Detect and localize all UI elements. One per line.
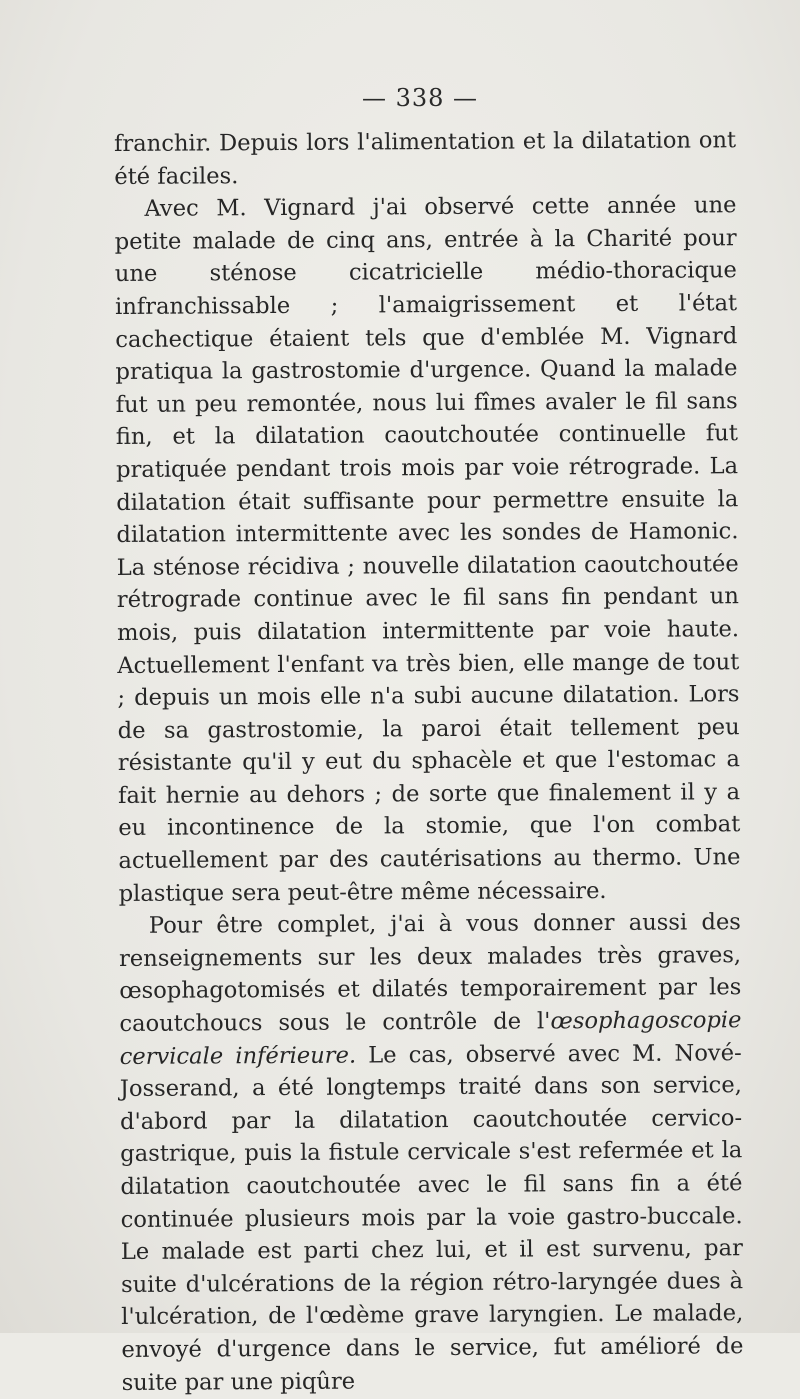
paragraph-2: Avec M. Vignard j'ai observé cette année une petite malade de cinq ans, entrée à la Charité pour une sténose cicatricielle médio-thoracique infranchissable ; l'amaigrissement et l'état cachectique étaient tels que d'emblée M. Vignard pratiqua la gastrostomie d'urgence. Quand la malade fut un peu remontée, nous lui fîmes avaler le fil sans fin, et la dilatation caoutchoutée continuelle fut pratiquée pendant trois mois par voie rétrograde. La dilatation était suffisante pour permettre ensuite la dilatation intermittente avec les sondes de Hamonic. La sténose récidiva ; nouvelle dilatation caoutchoutée rétrograde continue avec le fil sans fin pendant un mois, puis dilatation intermittente par voie haute. Actuellement l'enfant va très bien, elle mange de tout ; depuis un mois elle n'a subi aucune dilatation. Lors de sa gastrostomie, la paroi était tellement peu résistante qu'il y eut du sphacèle et que l'estomac a fait hernie au dehors ; de sorte que finalement il y a eu incontinence de la stomie, que l'on combat actuellement par des cautérisations au thermo. Une plastique sera peut-être même nécessaire. xyxy=(114,192,741,907)
page-number: — 338 — xyxy=(361,84,479,112)
page-body xyxy=(114,124,744,1399)
paragraph-3-rest: Le cas, observé avec M. Nové-Josserand, a été longtemps traité dans son service, d'abord par la dilatation caoutchoutée cervico-gastrique, puis la fistule cervicale s'est refermée et la dilatation caoutchoutée avec le fil sans fin a été continuée plusieurs mois par la voie gastro-buccale. Le malade est parti chez lui, et il est survenu, par suite d'ulcérations de la région rétro-laryngée dues à l'ulcération, de l'œdème grave laryngien. Le malade, envoyé d'urgence dans le service, fut amélioré de suite par une piqûre xyxy=(119,1039,744,1396)
paragraph-3-lead: Pour être complet, j'ai à vous donner aussi des renseignements sur les deux malades très graves, œsophagotomisés et dilatés temporairement par les caoutchoucs sous le contrôle de l' xyxy=(118,909,742,1038)
emphasized-term: œsophagoscopie cervicale inférieure. xyxy=(119,1007,742,1070)
paragraph-1: franchir. Depuis lors l'alimentation et la dilatation ont été faciles. xyxy=(114,127,737,190)
paragraph-3 xyxy=(119,906,744,1399)
